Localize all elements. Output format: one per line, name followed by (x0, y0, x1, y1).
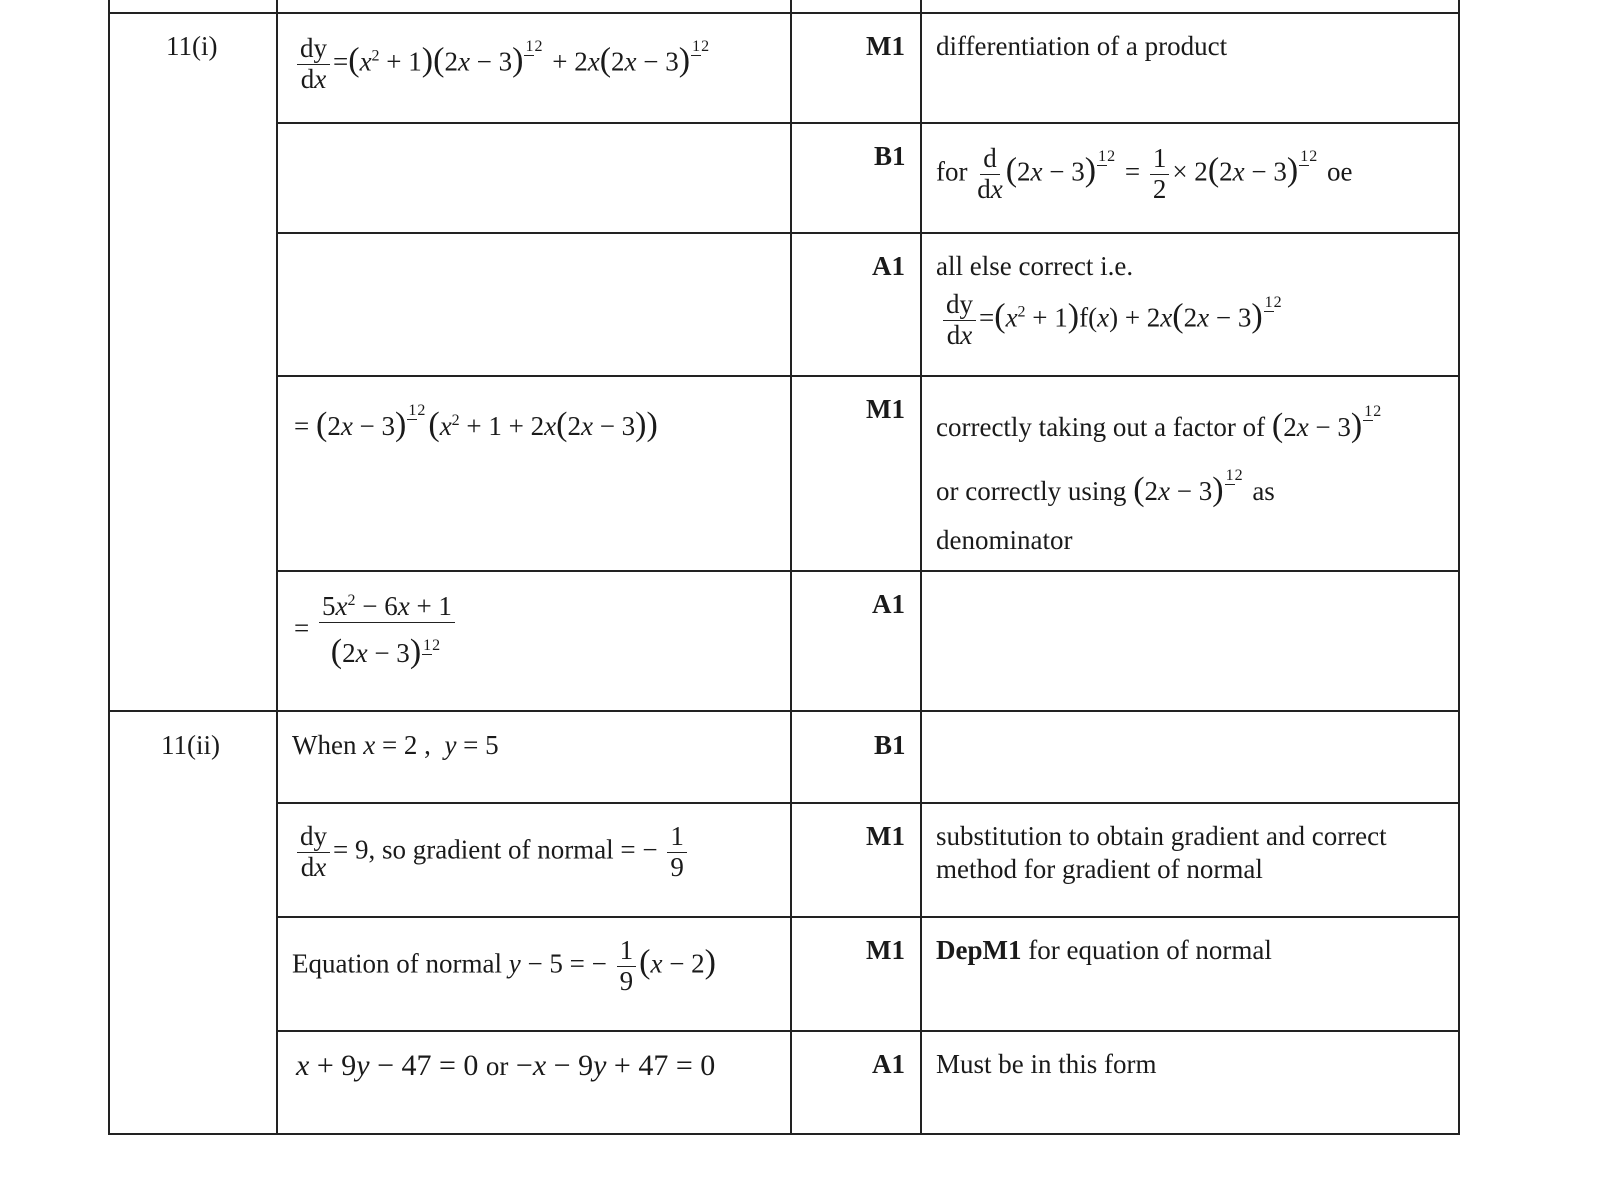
guidance-text: for equation of normal (1028, 935, 1272, 965)
mark-label: A1 (872, 589, 905, 619)
table-row-border (276, 232, 1460, 234)
guidance-line: correctly taking out a factor of (2x − 3) 12 (936, 403, 1382, 444)
guidance-text: method for gradient of normal (936, 854, 1263, 884)
guidance-bold: DepM1 (936, 935, 1022, 965)
table-border-bottom (108, 1133, 1460, 1135)
guidance-line: or correctly using (2x − 3) 12 as (936, 467, 1275, 508)
guidance-text: substitution to obtain gradient and correct (936, 821, 1387, 851)
mark-label: A1 (872, 1049, 905, 1079)
table-row-border (108, 12, 1460, 14)
table-row-border (276, 916, 1460, 918)
guidance-formula: $\frac{dy}{dx}$ $=(x^2 + 1)f(x) + 2x(2x - 3)$ 12 (940, 290, 1285, 350)
guidance-text: differentiation of a product (936, 31, 1228, 61)
answer-gradient: $\frac{dy}{dx}$ = 9, so gradient of normal = − $\frac{1}{9}$ (294, 822, 690, 882)
table-divider-answer (276, 0, 278, 1135)
guidance-prefix: for (936, 156, 968, 187)
answer-text: When (292, 730, 357, 760)
question-number: 11(ii) (161, 730, 220, 760)
table-row-border (276, 570, 1460, 572)
answer-factorised: = (2x − 3) $12(x^2 + 1 + 2x(2x - 3))$ (294, 402, 658, 443)
guidance-text: all else correct i.e. (936, 251, 1134, 281)
guidance-suffix: oe (1326, 156, 1353, 187)
table-row-border (276, 1030, 1460, 1032)
answer-equation: Equation of normal y − 5 = − $\frac{1}{9}$ (x − 2) (292, 935, 716, 996)
answer-final: x + 9y − 47 = 0 or −x − 9y + 47 = 0 (296, 1049, 716, 1082)
mark-label: M1 (866, 935, 905, 965)
table-border-left (108, 0, 110, 1135)
table-row-border (276, 802, 1460, 804)
guidance-text: correctly taking out a factor of (936, 412, 1266, 442)
mark-label: B1 (874, 730, 906, 760)
table-row-border (108, 710, 1460, 712)
guidance-text: as (1252, 476, 1275, 506)
answer-point: When x = 2 , y = 5 (292, 730, 499, 760)
table-border-right (1458, 0, 1460, 1135)
answer-text: so gradient of normal = (381, 834, 636, 865)
question-number: 11(i) (166, 31, 218, 61)
answer-simplified: = $\frac{5x^2 - 6x + 1}{(2x - 3) 12}$ (294, 592, 458, 670)
mark-label: A1 (872, 251, 905, 281)
guidance-text: or correctly using (936, 476, 1127, 506)
mark-label: M1 (866, 821, 905, 851)
answer-text: Equation of normal (292, 948, 502, 979)
mark-label: B1 (874, 141, 906, 171)
answer-text: or (485, 1051, 509, 1081)
table-divider-mark (790, 0, 792, 1135)
guidance-line (936, 934, 1272, 966)
table-row-border (276, 122, 1460, 124)
guidance-chain-rule: for $\frac{d}{dx}$ (2x − 3) 12 = $\frac{1}{2}$ × 2(2x − 3) 12 oe (936, 143, 1353, 204)
mark-label: M1 (866, 394, 905, 424)
table-row-border (276, 375, 1460, 377)
answer-derivative: $\frac{dy}{dx}$ $=(x^2 + 1)(2x - 3) 12 + 2x(2x - 3)$ 12 (294, 34, 712, 94)
mark-label: M1 (866, 31, 905, 61)
guidance-text: denominator (936, 525, 1073, 555)
guidance-text: Must be in this form (936, 1049, 1157, 1079)
table-divider-guidance (920, 0, 922, 1135)
